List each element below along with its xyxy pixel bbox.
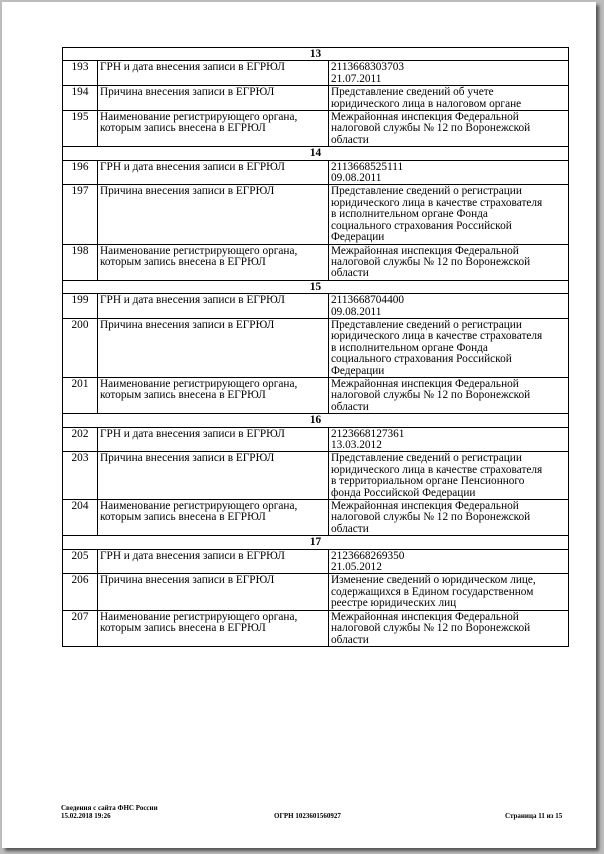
field-label: Причина внесения записи в ЕГРЮЛ [98, 86, 329, 111]
field-value-line: Межрайонная инспекция Федеральной [331, 610, 519, 623]
field-value [329, 111, 569, 147]
field-value-line: Федерации [331, 231, 385, 244]
footer-page-number: Страница 11 из 15 [505, 812, 563, 820]
field-label: ГРН и дата внесения записи в ЕГРЮЛ [98, 427, 329, 452]
field-label: Причина внесения записи в ЕГРЮЛ [98, 574, 329, 610]
field-value [329, 244, 569, 280]
record-row [63, 500, 569, 536]
row-number: 195 [63, 111, 98, 147]
field-value-line: Федерации [331, 364, 385, 377]
field-value-line: Межрайонная инспекция Федеральной [331, 244, 519, 257]
row-number: 204 [63, 500, 98, 536]
records-body [63, 48, 569, 647]
field-value [329, 574, 569, 610]
field-value-line: Межрайонная инспекция Федеральной [331, 111, 519, 124]
field-value-line: Представление сведений о регистрации [331, 452, 522, 465]
record-row [63, 549, 569, 574]
field-label: Наименование регистрирующего органа, которым запись внесена в ЕГРЮЛ [98, 377, 329, 413]
field-value-line: содержащихся в Едином государственном [331, 585, 534, 598]
field-value-line: юридического лица в качестве страхователя [331, 463, 543, 476]
field-value-line: в исполнительном органе Фонда [331, 341, 488, 354]
field-label: ГРН и дата внесения записи в ЕГРЮЛ [98, 160, 329, 185]
record-row [63, 452, 569, 500]
field-value-line: Межрайонная инспекция Федеральной [331, 500, 519, 513]
field-label: ГРН и дата внесения записи в ЕГРЮЛ [98, 294, 329, 319]
field-value [329, 86, 569, 111]
field-value-line: Изменение сведений о юридическом лице, [331, 574, 536, 587]
field-label: ГРН и дата внесения записи в ЕГРЮЛ [98, 549, 329, 574]
field-value [329, 549, 569, 574]
record-row [63, 610, 569, 646]
field-value-line: налоговой службы № 12 по Воронежской [331, 255, 531, 268]
field-value [329, 377, 569, 413]
field-value-line: налоговой службы № 12 по Воронежской [331, 511, 531, 524]
row-number: 199 [63, 294, 98, 319]
field-label: Наименование регистрирующего органа, которым запись внесена в ЕГРЮЛ [98, 610, 329, 646]
field-value-line: области [331, 633, 369, 646]
row-number: 194 [63, 86, 98, 111]
row-number: 196 [63, 160, 98, 185]
row-number: 203 [63, 452, 98, 500]
record-row [63, 185, 569, 244]
record-row [63, 160, 569, 185]
field-value-line: области [331, 400, 369, 413]
field-value [329, 500, 569, 536]
record-row [63, 244, 569, 280]
record-row [63, 86, 569, 111]
field-value-line: 09.08.2011 [331, 305, 382, 318]
footer-ogrn: ОГРН 1023601560927 [274, 812, 341, 820]
field-label: Наименование регистрирующего органа, которым запись внесена в ЕГРЮЛ [98, 244, 329, 280]
field-value-line: 2113668525111 [331, 160, 404, 173]
field-value-line: 2123668127361 [331, 427, 405, 440]
section-header-row [63, 536, 569, 549]
field-value-line: налоговой службы № 12 по Воронежской [331, 122, 531, 135]
field-label: Причина внесения записи в ЕГРЮЛ [98, 318, 329, 377]
footer-source: Сведения с сайта ФНС России [61, 804, 158, 812]
field-value [329, 185, 569, 244]
field-value-line: юридического лица в качестве страхователя [331, 196, 543, 209]
section-header-row [63, 48, 569, 61]
field-value [329, 61, 569, 86]
row-number: 193 [63, 61, 98, 86]
field-value-line: социального страхования Российской [331, 219, 512, 232]
field-value-line: юридического лица в налоговом органе [331, 97, 522, 110]
field-value [329, 452, 569, 500]
field-value-line: области [331, 133, 369, 146]
field-value [329, 610, 569, 646]
field-label: Наименование регистрирующего органа, которым запись внесена в ЕГРЮЛ [98, 111, 329, 147]
field-value-line: фонда Российской Федерации [331, 486, 476, 499]
row-number: 206 [63, 574, 98, 610]
field-value-line: юридического лица в качестве страхователя [331, 330, 543, 343]
section-number: 13 [63, 48, 569, 61]
section-number: 17 [63, 536, 569, 549]
field-value-line: налоговой службы № 12 по Воронежской [331, 622, 531, 635]
document-page [2, 2, 596, 848]
section-header-row [63, 414, 569, 427]
row-number: 205 [63, 549, 98, 574]
field-value-line: в территориальном органе Пенсионного [331, 475, 525, 488]
field-value-line: Представление сведений о регистрации [331, 185, 522, 198]
field-label: Наименование регистрирующего органа, которым запись внесена в ЕГРЮЛ [98, 500, 329, 536]
field-value [329, 318, 569, 377]
section-number: 14 [63, 147, 569, 160]
record-row [63, 61, 569, 86]
section-header-row [63, 280, 569, 293]
section-number: 16 [63, 414, 569, 427]
row-number: 197 [63, 185, 98, 244]
field-value-line: Представление сведений о регистрации [331, 318, 522, 331]
record-row [63, 111, 569, 147]
field-value-line: в исполнительном органе Фонда [331, 208, 488, 221]
field-label: Причина внесения записи в ЕГРЮЛ [98, 185, 329, 244]
field-value [329, 160, 569, 185]
section-header-row [63, 147, 569, 160]
field-label: ГРН и дата внесения записи в ЕГРЮЛ [98, 61, 329, 86]
field-value-line: реестре юридических лиц [331, 597, 457, 610]
egrul-records-table [62, 47, 569, 647]
field-value-line: Межрайонная инспекция Федеральной [331, 377, 519, 390]
record-row [63, 294, 569, 319]
footer-source-block [61, 804, 158, 820]
field-value-line: 2113668704400 [331, 294, 405, 307]
field-value-line: 2113668303703 [331, 61, 405, 74]
field-value [329, 294, 569, 319]
field-value-line: социального страхования Российской [331, 353, 512, 366]
field-value-line: налоговой службы № 12 по Воронежской [331, 389, 531, 402]
record-row [63, 377, 569, 413]
field-value-line: 2123668269350 [331, 549, 405, 562]
field-label: Причина внесения записи в ЕГРЮЛ [98, 452, 329, 500]
field-value [329, 427, 569, 452]
row-number: 200 [63, 318, 98, 377]
record-row [63, 427, 569, 452]
field-value-line: области [331, 522, 369, 535]
row-number: 201 [63, 377, 98, 413]
field-value-line: области [331, 267, 369, 280]
field-value-line: Представление сведений об учете [331, 86, 494, 99]
record-row [63, 318, 569, 377]
field-value-line: 13.03.2012 [331, 439, 382, 451]
field-value-line: 09.08.2011 [331, 172, 382, 185]
footer-datetime: 15.02.2018 19:26 [61, 812, 111, 820]
field-value-line: 21.07.2011 [331, 72, 382, 85]
row-number: 207 [63, 610, 98, 646]
row-number: 198 [63, 244, 98, 280]
record-row [63, 574, 569, 610]
section-number: 15 [63, 280, 569, 293]
field-value-line: 21.05.2012 [331, 561, 382, 574]
row-number: 202 [63, 427, 98, 452]
